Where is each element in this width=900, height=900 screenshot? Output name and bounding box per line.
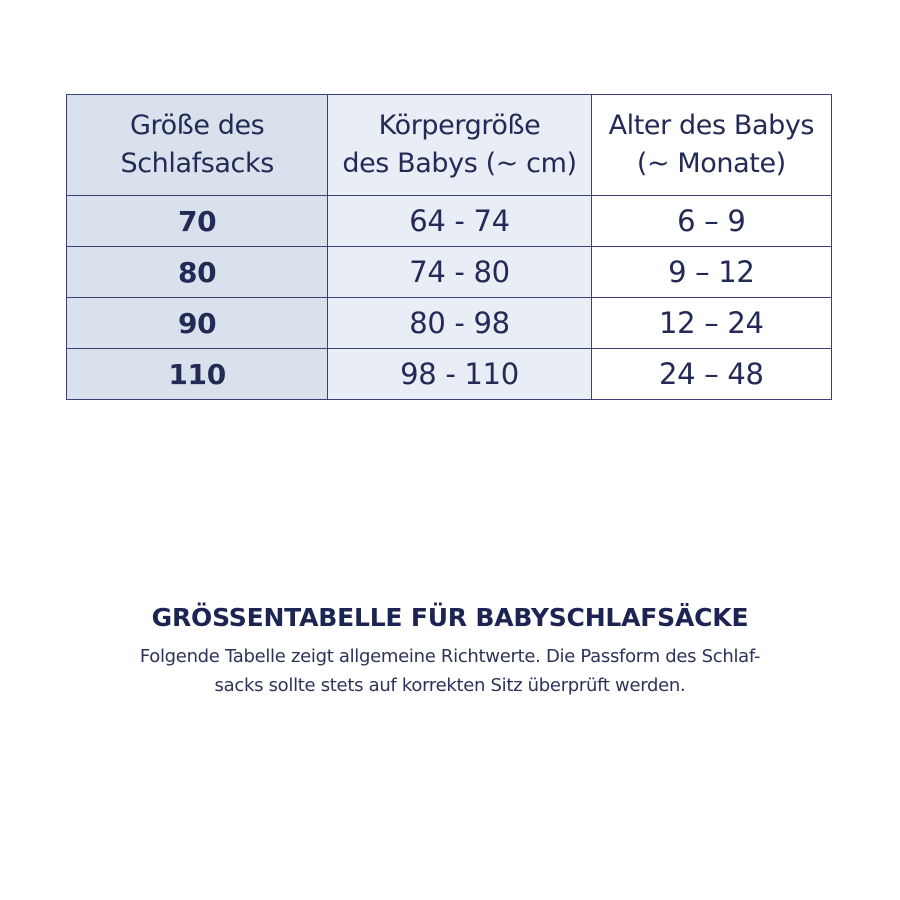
cell-size: 110 <box>67 349 328 400</box>
cell-size: 70 <box>67 196 328 247</box>
header-baby-age <box>591 95 831 196</box>
table-row <box>67 247 832 298</box>
cell-size: 80 <box>67 247 328 298</box>
table-row <box>67 298 832 349</box>
table-row <box>67 349 832 400</box>
caption-title: GRÖSSENTABELLE FÜR BABYSCHLAFSÄCKE <box>151 603 749 632</box>
header-line: des Babys (~ cm) <box>342 148 577 179</box>
cell-body-height: 64 - 74 <box>328 196 591 247</box>
cell-size: 90 <box>67 298 328 349</box>
cell-age: 12 – 24 <box>591 298 831 349</box>
cell-body-height: 80 - 98 <box>328 298 591 349</box>
header-sleeping-bag-size <box>67 95 328 196</box>
cell-age: 6 – 9 <box>591 196 831 247</box>
caption <box>60 600 840 700</box>
caption-text-line: sacks sollte stets auf korrekten Sitz überprüft werden. <box>214 675 686 696</box>
header-line: Körpergröße <box>378 110 541 141</box>
table-row <box>67 196 832 247</box>
caption-text-line: Folgende Tabelle zeigt allgemeine Richtwerte. Die Passform des Schlaf- <box>139 646 761 667</box>
cell-body-height: 98 - 110 <box>328 349 591 400</box>
header-line: Alter des Babys <box>608 110 815 141</box>
header-body-height <box>328 95 591 196</box>
header-line: Schlafsacks <box>120 148 274 179</box>
cell-age: 9 – 12 <box>591 247 831 298</box>
size-table <box>66 94 832 400</box>
caption-text <box>105 642 795 700</box>
cell-body-height: 74 - 80 <box>328 247 591 298</box>
header-line: (~ Monate) <box>636 148 786 179</box>
cell-age: 24 – 48 <box>591 349 831 400</box>
table-header-row <box>67 95 832 196</box>
header-line: Größe des <box>129 110 265 141</box>
